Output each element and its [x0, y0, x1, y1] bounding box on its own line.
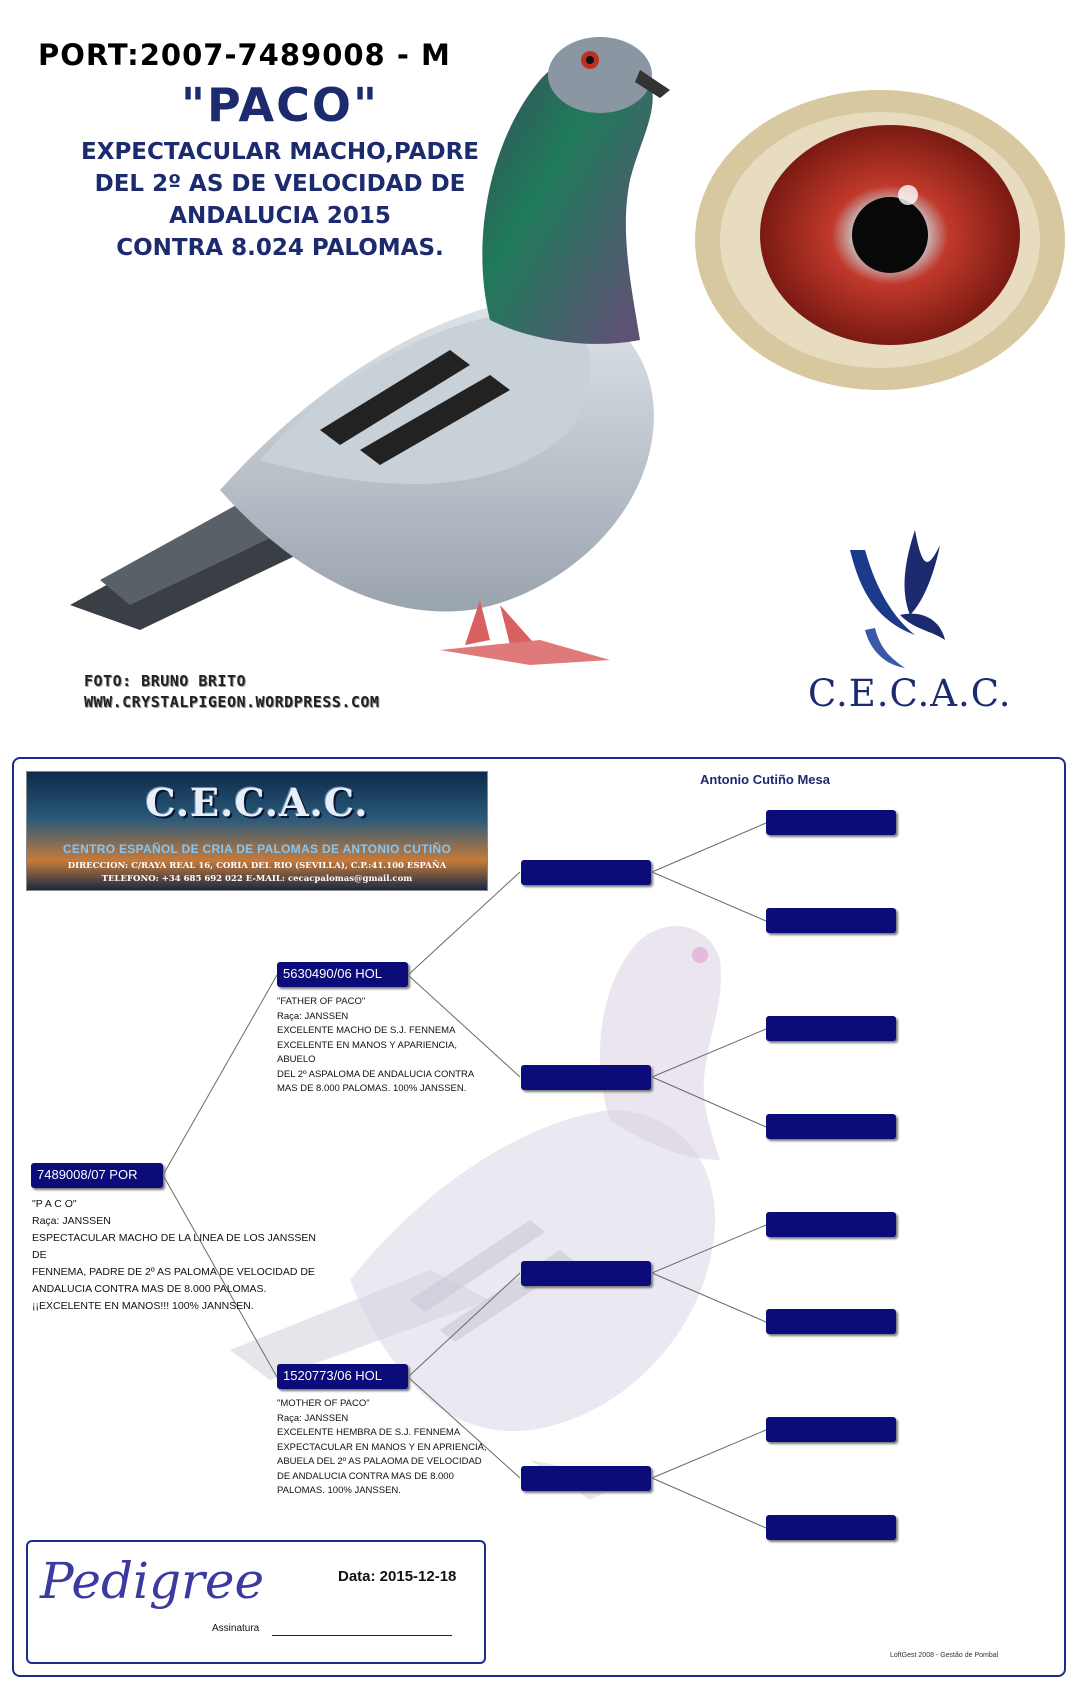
banner-subtitle: CENTRO ESPAÑOL DE CRIA DE PALOMAS DE ANTONIO CUTIÑO: [62, 842, 452, 856]
ring-number-title: PORT:2007-7489008 - M: [38, 38, 451, 72]
mother-note-line: EXPECTACULAR EN MANOS Y EN APRIENCIA,: [277, 1441, 487, 1453]
mother-notes: [277, 1397, 492, 1499]
grandparent-box: [521, 860, 651, 885]
banner-phone: TELEFONO: +34 685 692 022 E-MAIL: cecacpalomas@gmail.com: [101, 874, 413, 884]
mother-note-line: Raça: JANSSEN: [277, 1412, 349, 1424]
father-note-line: EXCELENTE MACHO DE S.J. FENNEMA: [277, 1025, 456, 1036]
description-line-4: CONTRA 8.024 PALOMAS.: [116, 235, 444, 261]
mother-note-line: DE ANDALUCIA CONTRA MAS DE 8.000: [277, 1470, 454, 1482]
mother-ring-box: 1520773/06 HOL: [277, 1364, 408, 1389]
grandparent-box: [521, 1065, 651, 1090]
signature-label: Assinatura: [212, 1623, 260, 1634]
father-note-line: DEL 2º ASPALOMA DE ANDALUCIA CONTRA: [277, 1068, 475, 1080]
grandparent-box: [521, 1261, 651, 1286]
subject-ring-box: 7489008/07 POR: [31, 1163, 163, 1188]
father-notes: [277, 995, 492, 1097]
subject-note-line: ¡¡EXCELENTE EN MANOS!!! 100% JANNSEN.: [32, 1300, 254, 1312]
subject-note-line: ESPECTACULAR MACHO DE LA LINEA DE LOS JANSSEN DE: [32, 1232, 316, 1261]
great-grandparent-box: [766, 1417, 896, 1442]
software-footer: LoftGest 2008 - Gestão de Pombal: [890, 1652, 999, 1659]
great-grandparent-box: [766, 908, 896, 933]
pedigree-script-logo: Pedigree: [40, 1552, 265, 1610]
photo-credit: FOTO: BRUNO BRITO: [84, 672, 247, 690]
mother-note-line: "MOTHER OF PACO": [277, 1398, 370, 1409]
website-credit: WWW.CRYSTALPIGEON.WORDPRESS.COM: [84, 693, 380, 711]
grandparent-box: [521, 1466, 651, 1491]
great-grandparent-box: [766, 1309, 896, 1334]
description-line-1: EXPECTACULAR MACHO,PADRE: [81, 139, 479, 165]
great-grandparent-box: [766, 1212, 896, 1237]
cecac-logo-text: C.E.C.A.C.: [808, 672, 1012, 715]
great-grandparent-box: [766, 810, 896, 835]
subject-note-line: FENNEMA, PADRE DE 2º AS PALOMA DE VELOCIDAD DE: [32, 1266, 315, 1278]
description-line-2: DEL 2º AS DE VELOCIDAD DE: [94, 171, 466, 197]
mother-note-line: PALOMAS. 100% JANSSEN.: [277, 1485, 401, 1496]
subject-note-line: Raça: JANSSEN: [32, 1215, 111, 1227]
father-note-line: EXCELENTE EN MANOS Y APARIENCIA, ABUELO: [277, 1039, 458, 1065]
signature-line: [272, 1635, 452, 1636]
mother-note-line: EXCELENTE HEMBRA DE S.J. FENNEMA: [277, 1427, 461, 1438]
subject-note-line: ANDALUCIA CONTRA MAS DE 8.000 PALOMAS.: [32, 1283, 267, 1295]
subject-notes: [32, 1196, 332, 1315]
great-grandparent-box: [766, 1515, 896, 1540]
banner-title: C.E.C.A.C.: [145, 780, 369, 825]
owner-name: Antonio Cutiño Mesa: [700, 772, 830, 787]
subject-note-line: "P A C O": [32, 1198, 77, 1210]
pedigree-date: Data: 2015-12-18: [338, 1568, 457, 1585]
father-note-line: "FATHER OF PACO": [277, 996, 366, 1007]
father-note-line: Raça: JANSSEN: [277, 1010, 349, 1022]
great-grandparent-box: [766, 1016, 896, 1041]
father-ring-box: 5630490/06 HOL: [277, 962, 408, 987]
father-note-line: MAS DE 8.000 PALOMAS. 100% JANSSEN.: [277, 1083, 467, 1094]
banner-address: DIRECCION: C/RAYA REAL 16, CORIA DEL RIO (SEVILLA), C.P.:41.100 ESPAÑA: [67, 861, 447, 871]
description-line-3: ANDALUCIA 2015: [169, 203, 391, 229]
great-grandparent-box: [766, 1114, 896, 1139]
mother-note-line: ABUELA DEL 2º AS PALAOMA DE VELOCIDAD: [277, 1456, 482, 1467]
pigeon-name: "PACO": [181, 78, 379, 132]
